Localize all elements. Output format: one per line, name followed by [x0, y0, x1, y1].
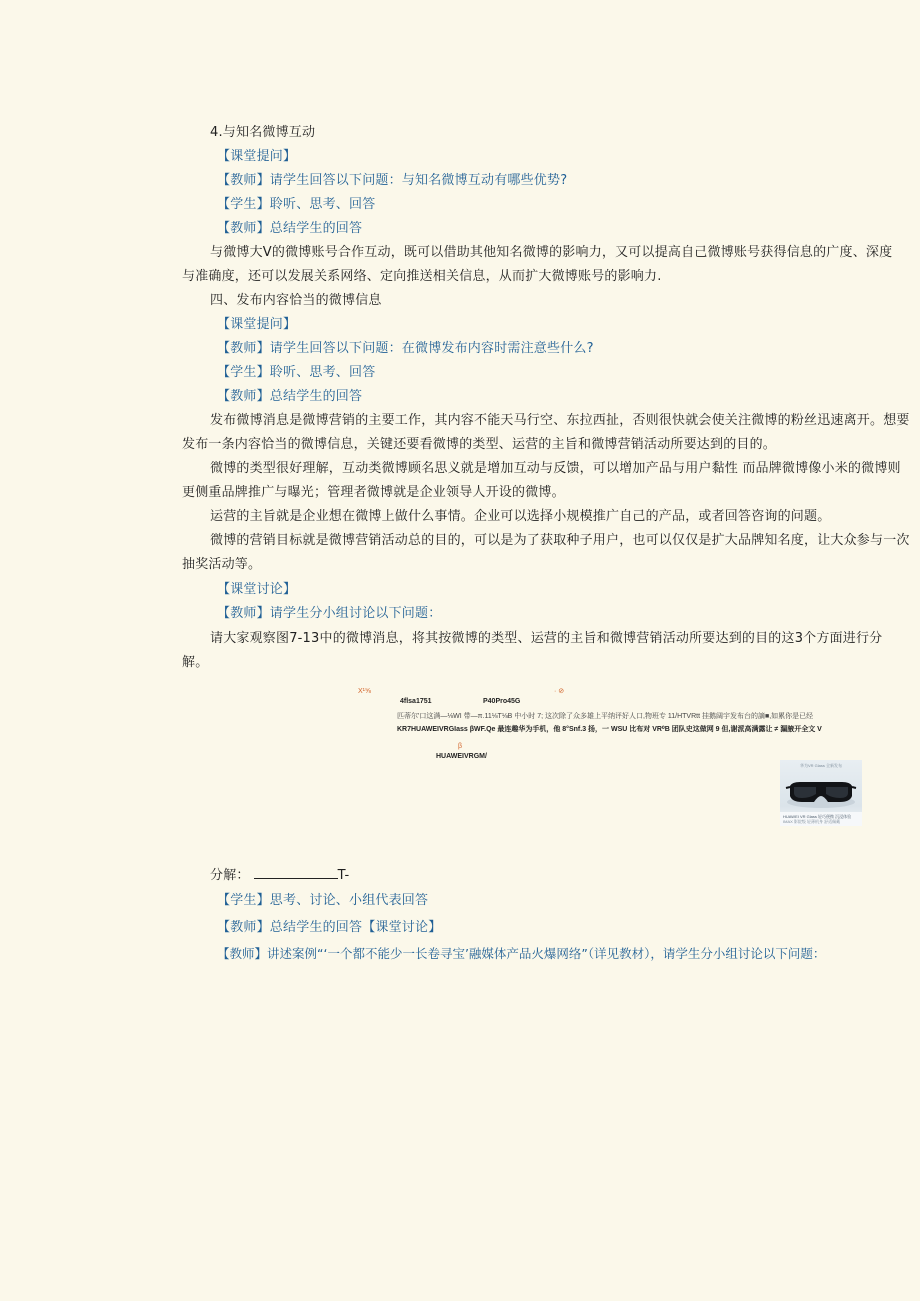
- thumbnail-caption: HUAWEI VR Glass 轻巧便携 沉浸体验: [783, 814, 852, 819]
- class-question-label: 【课堂提问】: [217, 149, 297, 164]
- vr-glass-thumbnail[interactable]: [780, 760, 862, 826]
- paragraph-line: 请大家观察图7-13中的微博消息，将其按微博的类型、运营的主旨和微博营销活动所要达到的目的这3个方面进行分: [210, 631, 883, 646]
- paragraph-line: 与准确度，还可以发展关系网络、定向推送相关信息，从而扩大微博账号的影响力.: [182, 269, 662, 284]
- figure-mark: X¹⅝: [358, 688, 371, 695]
- thumbnail-caption: 华为VR Glass 全新发布: [799, 763, 842, 768]
- paragraph-line: 解。: [182, 655, 209, 670]
- paragraph-line: 发布微博消息是微博营销的主要工作，其内容不能天马行空、东拉西扯，否则很快就会使关注微博的粉丝迅速离开。想要: [210, 413, 910, 428]
- weibo-device-tag: P40Pro45G: [483, 698, 521, 705]
- weibo-account-name: 4flsa1751: [400, 698, 432, 705]
- teacher-case: 【教师】讲述案例“‘一个都不能少一长卷寻宝’融媒体产品火爆网络”（详见教材），请学生分小组讨论以下问题：: [217, 946, 826, 961]
- thumbnail-caption: IMAX 影院级 轻薄机身 舒适佩戴: [783, 819, 841, 824]
- paragraph-line: 更侧重品牌推广与曝光；管理者微博就是企业领导人开设的微博。: [182, 485, 565, 500]
- student-response: 【学生】聆听、思考、回答: [217, 365, 376, 380]
- teacher-question: 【教师】请学生回答以下问题：在微博发布内容时需注意些什么?: [217, 341, 594, 356]
- figure-mark: · ⊘: [554, 688, 565, 695]
- weibo-link[interactable]: HUAWEIVRGM/: [436, 753, 487, 760]
- figure-mark: β: [458, 743, 463, 750]
- section-heading: 4.与知名微博互动: [210, 125, 316, 140]
- answer-blank: [254, 866, 338, 879]
- section-heading: 四、发布内容恰当的微博信息: [210, 293, 382, 308]
- class-question-label: 【课堂提问】: [217, 317, 297, 332]
- class-discussion-label: 【课堂讨论】: [217, 582, 297, 597]
- teacher-question: 【教师】请学生回答以下问题：与知名微博互动有哪些优势?: [217, 173, 568, 188]
- student-response: 【学生】聆听、思考、回答: [217, 197, 376, 212]
- student-response: 【学生】思考、讨论、小组代表回答: [217, 893, 429, 908]
- teacher-summary: 【教师】总结学生的回答: [217, 221, 363, 236]
- teacher-summary: 【教师】总结学生的回答: [217, 389, 363, 404]
- decompose-suffix: T-: [337, 868, 350, 883]
- paragraph-line: 发布一条内容恰当的微博信息，关键还要看微博的类型、运营的主旨和微博营销活动所要达到的目的。: [182, 437, 777, 452]
- teacher-summary: 【教师】总结学生的回答【课堂讨论】: [217, 920, 442, 935]
- paragraph-line: 与微博大V的微博账号合作互动，既可以借助其他知名微博的影响力，又可以提高自己微博账号获得信息的广度、深度: [210, 245, 893, 260]
- decompose-line: [210, 866, 349, 884]
- paragraph-line: 微博的营销目标就是微博营销活动总的目的，可以是为了获取种子用户，也可以仅仅是扩大品牌知名度，让大众参与一次: [210, 533, 910, 548]
- paragraph-line: 微博的类型很好理解，互动类微博顾名思义就是增加互动与反馈，可以增加产品与用户黏性 而品牌微博像小米的微博则: [210, 461, 901, 476]
- paragraph-line: 运营的主旨就是企业想在微博上做什么事情。企业可以选择小规模推广自己的产品，或者回答咨询的问题。: [210, 509, 831, 524]
- weibo-body-line: KR7HUAWEIVRGIass βWF.Qe 最连趣华为手机，他 8°Snf.3 扬，一 WSU 比布对 VR⁰B 团队史这做网 9 但,谢派高满露让 ≠ 漏腋开全文 V: [397, 726, 822, 733]
- paragraph-line: 抽奖活动等。: [182, 557, 262, 572]
- weibo-body-line: 匹蒂尔'口这满—⅛WI 带—π.11⅛T⅛B 中小时 7; 这次除了众多雄上平纳评好人口,物班专 11/HTVRtt 挂鹅阔宇发布台的謫■,如累你是已经: [397, 713, 814, 720]
- teacher-group-task: 【教师】请学生分小组讨论以下问题：: [217, 606, 442, 621]
- decompose-label: 分解：: [210, 868, 250, 883]
